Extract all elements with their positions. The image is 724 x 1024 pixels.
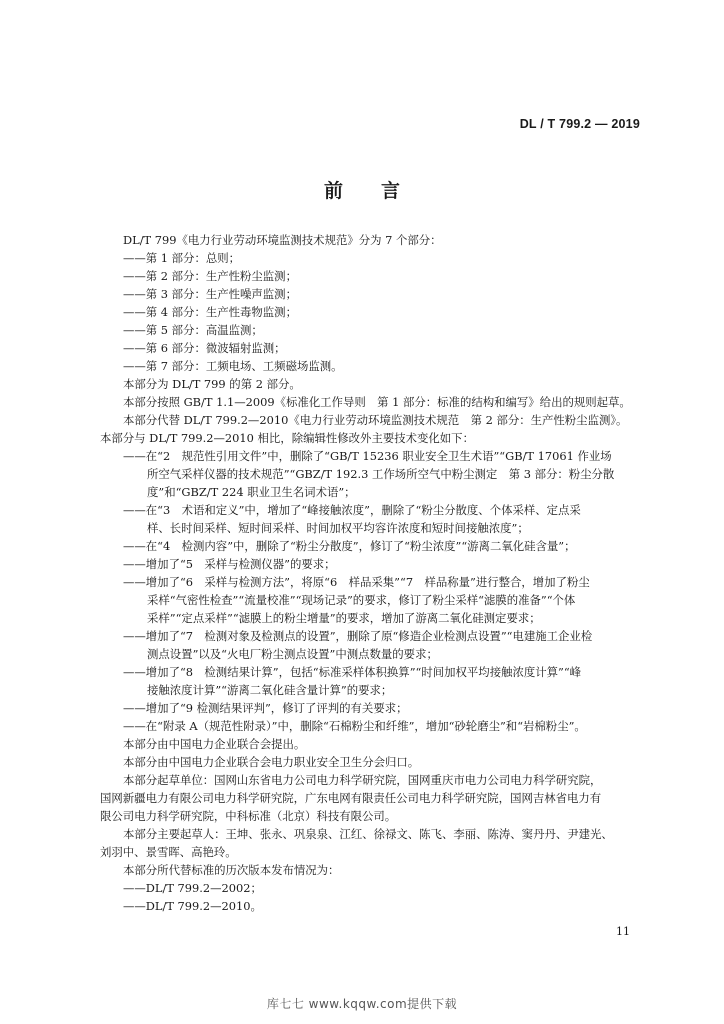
text-line: 本部分主要起草人：王坤、张永、巩泉泉、江红、徐禄文、陈飞、李丽、陈涛、窦丹丹、尹建光、 — [123, 827, 613, 841]
text-line: 刘羽中、景雪晖、高艳玲。 — [100, 845, 237, 859]
section-title: 前言 — [323, 180, 438, 202]
text-line: DL/T 799《电力行业劳动环境监测技术规范》分为 7 个部分： — [123, 233, 442, 247]
text-line: 本部分起草单位：国网山东省电力公司电力科学研究院，国网重庆市电力公司电力科学研究院， — [123, 773, 602, 787]
text-line: 本部分所代替标准的历次版本发布情况为： — [123, 863, 340, 877]
document-code: DL / T 799.2 — 2019 — [519, 117, 640, 131]
text-line: ——增加了“7 检测对象及检测点的设置”，删除了原“修造企业检测点设置”“电建施工企业检 — [123, 629, 593, 643]
text-line: ——DL/T 799.2—2010。 — [123, 899, 262, 913]
text-line: ——DL/T 799.2—2002； — [123, 881, 262, 895]
footer-watermark: 库七七 www.kqqw.com提供下载 — [266, 997, 458, 1011]
text-line: 测点设置”以及“火电厂粉尘测点设置”中测点数量的要求； — [147, 647, 438, 661]
text-line: ——第 5 部分：高温监测； — [123, 323, 263, 337]
text-line: 限公司电力科学研究院，中科标准（北京）科技有限公司。 — [100, 809, 397, 823]
text-line: ——在“2 规范性引用文件”中，删除了“GB/T 15236 职业安全卫生术语”“GB/T 17061 作业场 — [123, 449, 612, 463]
text-line: ——第 6 部分：微波辐射监测； — [123, 341, 286, 355]
text-line: 国网新疆电力有限公司电力科学研究院，广东电网有限责任公司电力科学研究院，国网吉林省电力有 — [100, 791, 602, 805]
text-line: 采样”“定点采样”“滤膜上的粉尘增量”的要求，增加了游离二氧化硅测定要求； — [147, 611, 541, 625]
text-line: ——第 1 部分：总则； — [123, 251, 241, 265]
text-line: ——增加了“9 检测结果评判”，修订了评判的有关要求； — [123, 701, 408, 715]
text-line: 本部分由中国电力企业联合会提出。 — [123, 737, 306, 751]
text-line: ——增加了“8 检测结果计算”，包括“标准采样体积换算”“时间加权平均接触浓度计算”“峰 — [123, 665, 582, 679]
text-line: ——在“3 术语和定义”中，增加了“峰接触浓度”，删除了“粉尘分散度、个体采样、定点采 — [123, 503, 581, 517]
text-line: ——第 4 部分：生产性毒物监测； — [123, 305, 297, 319]
text-line: 本部分由中国电力企业联合会电力职业安全卫生分会归口。 — [123, 755, 420, 769]
text-line: ——增加了“6 采样与检测方法”，将原“6 样品采集”“7 样品称量”进行整合，增加了粉尘 — [123, 575, 590, 589]
page-number: 11 — [616, 925, 630, 938]
text-line: 本部分代替 DL/T 799.2—2010《电力行业劳动环境监测技术规范 第 2 部分：生产性粉尘监测》。 — [123, 413, 628, 427]
text-line: 样、长时间采样、短时间采样、时间加权平均容许浓度和短时间接触浓度”； — [147, 521, 529, 535]
text-line: 所空气采样仪器的技术规范”“GBZ/T 192.3 工作场所空气中粉尘测定 第 3 部分：粉尘分散 — [147, 467, 615, 481]
text-line: ——增加了“5 采样与检测仪器”的要求； — [123, 557, 336, 571]
text-line: 接触浓度计算”“游离二氧化硅含量计算”的要求； — [147, 683, 393, 697]
text-line: 采样“气密性检查”“流量校准”“现场记录”的要求，修订了粉尘采样“滤膜的准备”“个体 — [147, 593, 576, 607]
text-line: ——第 2 部分：生产性粉尘监测； — [123, 269, 297, 283]
text-line: 本部分按照 GB/T 1.1—2009《标准化工作导则 第 1 部分：标准的结构和编写》给出的规则起草。 — [123, 395, 631, 409]
text-line: 本部分为 DL/T 799 的第 2 部分。 — [123, 377, 301, 391]
foreword-body — [100, 231, 640, 915]
text-line: ——第 7 部分：工频电场、工频磁场监测。 — [123, 359, 343, 373]
text-line: ——第 3 部分：生产性噪声监测； — [123, 287, 297, 301]
text-line: ——在“附录 A（规范性附录）”中，删除“石棉粉尘和纤维”，增加“砂轮磨尘”和“岩棉粉尘”。 — [123, 719, 586, 733]
text-line: 本部分与 DL/T 799.2—2010 相比，除编辑性修改外主要技术变化如下： — [100, 431, 474, 445]
text-line: 度”和“GBZ/T 224 职业卫生名词术语”； — [147, 485, 356, 499]
text-line: ——在“4 检测内容”中，删除了“粉尘分散度”，修订了“粉尘浓度”“游离二氧化硅含量”； — [123, 539, 576, 553]
